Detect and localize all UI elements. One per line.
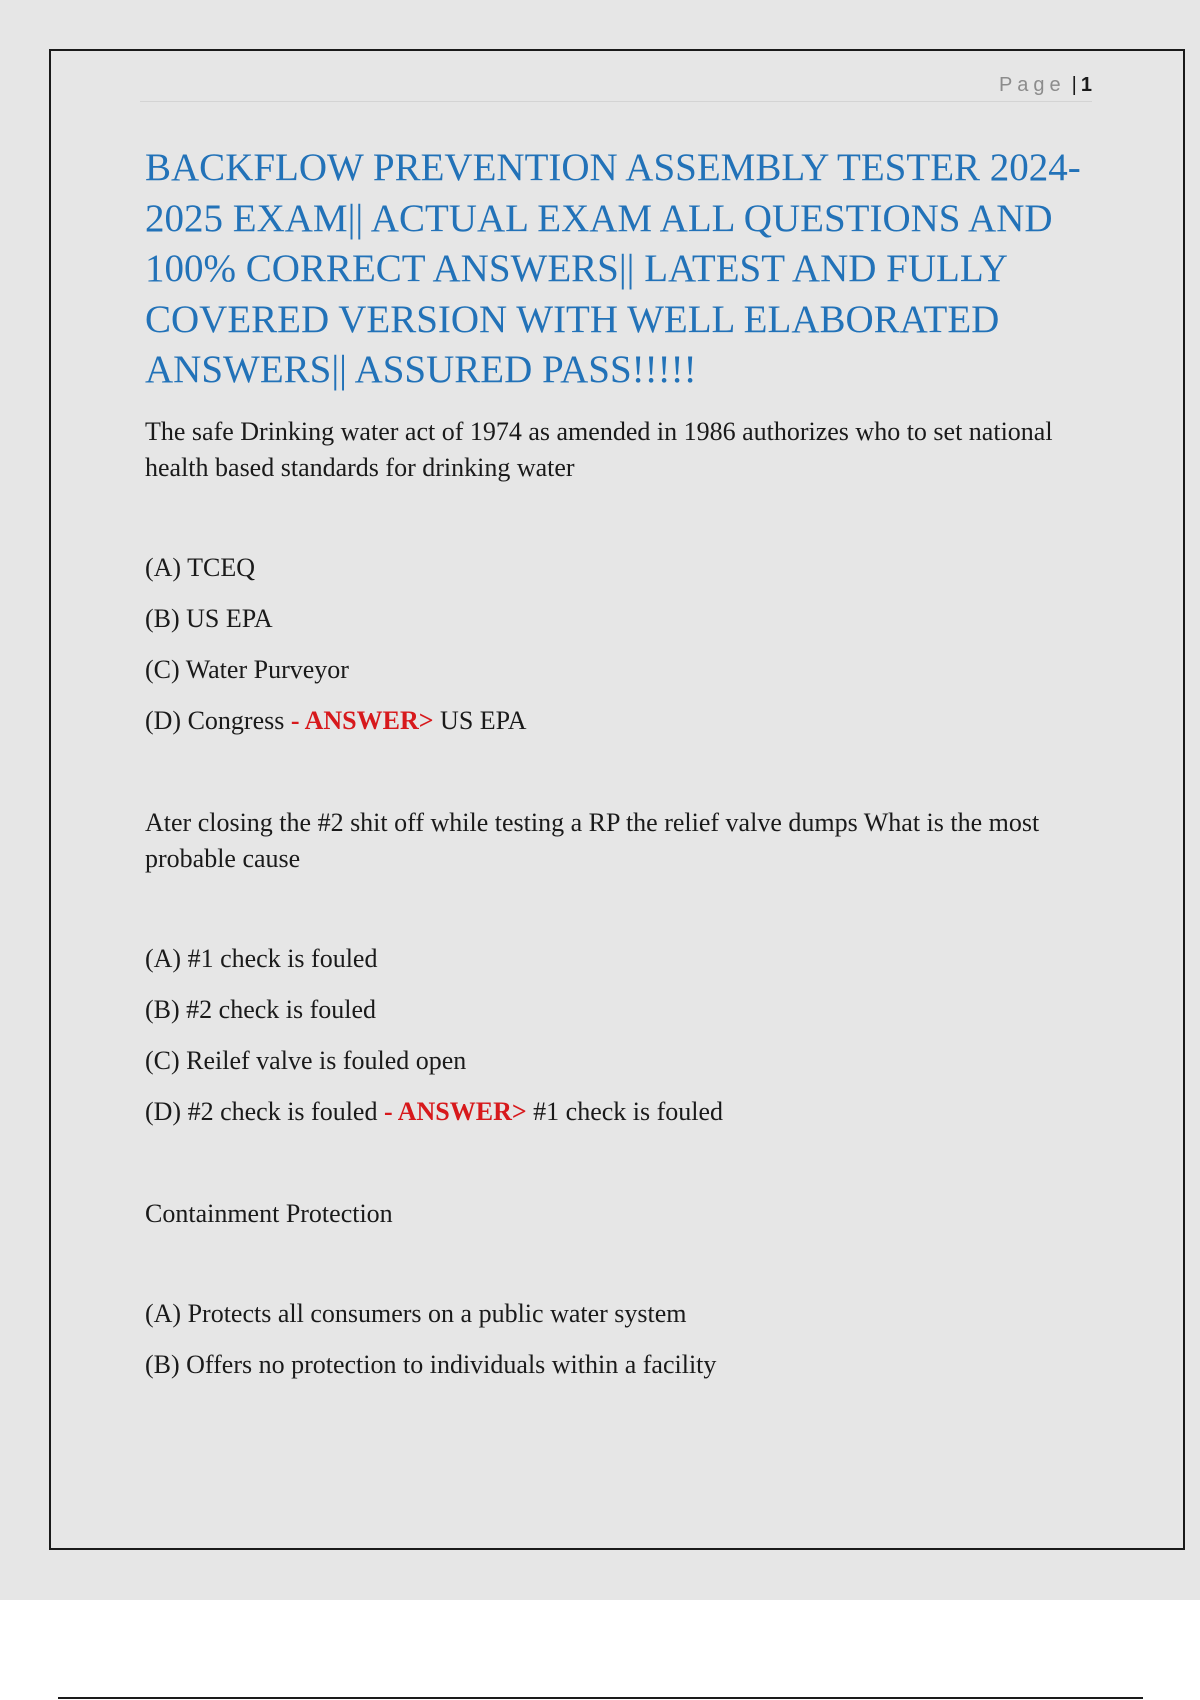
question-text: Ater closing the #2 shit off while testing a RP the relief valve dumps What is the most probable cause xyxy=(145,807,1040,873)
option-item-with-answer xyxy=(145,1094,1095,1130)
next-page-border xyxy=(58,1697,1143,1699)
question-block-1 xyxy=(145,414,1095,739)
option-item: (B) US EPA xyxy=(145,603,273,633)
option-item: (A) #1 check is fouled xyxy=(145,943,378,973)
option-list xyxy=(145,941,1095,1130)
option-item: (B) Offers no protection to individuals within a facility xyxy=(145,1349,717,1379)
option-item: (A) TCEQ xyxy=(145,552,256,582)
answer-marker: - ANSWER> xyxy=(383,1096,527,1126)
question-block-2 xyxy=(145,805,1095,1130)
option-item: (A) Protects all consumers on a public water system xyxy=(145,1298,687,1328)
page-header xyxy=(140,70,1092,102)
page-separator: | xyxy=(1071,74,1077,96)
option-item: (C) Water Purveyor xyxy=(145,654,349,684)
page-word: Page xyxy=(998,74,1066,96)
option-list xyxy=(145,550,1095,739)
answer-value: US EPA xyxy=(440,705,527,735)
page-number-label xyxy=(999,74,1092,97)
answer-marker: - ANSWER> xyxy=(290,705,434,735)
page-number-value: 1 xyxy=(1080,74,1092,96)
option-list xyxy=(145,1296,1095,1383)
option-text: (D) Congress xyxy=(145,705,285,735)
option-item-with-answer xyxy=(145,703,1095,739)
document-content xyxy=(145,143,1095,1398)
answer-value: #1 check is fouled xyxy=(533,1096,724,1126)
question-block-3 xyxy=(145,1196,1095,1383)
option-item: (B) #2 check is fouled xyxy=(145,994,377,1024)
option-item: (C) Reilef valve is fouled open xyxy=(145,1045,467,1075)
question-text: The safe Drinking water act of 1974 as amended in 1986 authorizes who to set national health based standards for drinking water xyxy=(145,416,1053,482)
document-title: BACKFLOW PREVENTION ASSEMBLY TESTER 2024-2025 EXAM|| ACTUAL EXAM ALL QUESTIONS AND 100% CORRECT ANSWERS|| LATEST AND FULLY COVERED VERSION WITH WELL ELABORATED ANSWERS|| ASSURED PASS!!!!! xyxy=(145,146,1081,391)
option-text: (D) #2 check is fouled xyxy=(145,1096,378,1126)
question-text: Containment Protection xyxy=(145,1198,393,1228)
